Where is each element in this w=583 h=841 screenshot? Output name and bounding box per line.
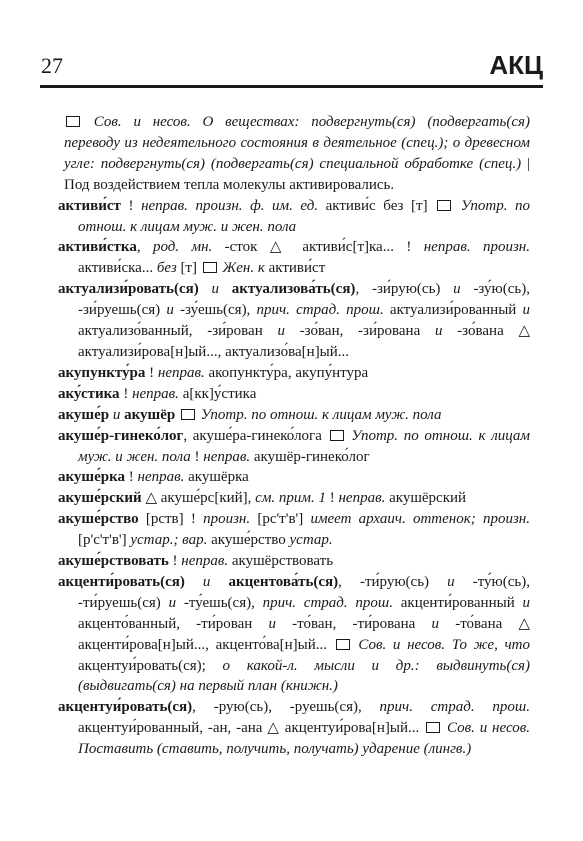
headword: акуше́рский (58, 490, 142, 507)
entry-akusher: акуше́р и акушёр Употр. по отнош. к лицам муж. пола (58, 406, 442, 423)
entry-akusherka: акуше́рка ! неправ. акушёрка (58, 469, 249, 486)
square-marker-icon (66, 116, 80, 127)
entry-aktsentuirovat: акцентуи́ровать(ся), -рую(сь), -руешь(ся), прич. страд. прош. акцентуи́рованный, -ан, -ана △ акцентуи́рова[н]ый... Сов. и несов. Поставить (ставить, получить, получать) ударение (лингв.) (58, 699, 531, 758)
header-rule (40, 85, 543, 88)
entry-akupunktura: акупункту́ра ! неправ. акопункту́ра, акупу́нтура (58, 364, 369, 381)
headword: актуализи́ровать(ся) (58, 281, 199, 298)
entry-akusherskiy: акуше́рский △ акуше́рс[кий], см. прим. 1 ! неправ. акушёрский (58, 490, 467, 507)
headword: активи́ст (58, 197, 121, 214)
dictionary-entries (58, 112, 530, 760)
entry-aktivistka: активи́стка, род. мн. -сток △ активи́с[т]ка... ! неправ. произн. активи́ска... без [т] Жен. к активи́ст (58, 239, 530, 277)
entry-akusher-ginekolog: акуше́р-гинеко́лог, акуше́ра-гинеко́лога Употр. по отнош. к лицам муж. и жен. пола ! неправ. акушёр-гинеко́лог (58, 427, 530, 465)
page-number: 27 (41, 53, 63, 78)
entry-aktivist: активи́ст ! неправ. произн. ф. им. ед. активи́с без [т] Употр. по отнош. к лицам муж. и жен. пола (58, 197, 531, 235)
entry-akusherstvo: акуше́рство [рств] ! произн. [рс'т'в'] имеет архаич. оттенок; произн. [р'с'т'в'] устар.; вар. акуше́рство устар. (58, 511, 530, 549)
entry-continuation (58, 112, 530, 196)
example-text: | Под воздействием тепла молекулы активировались. (64, 155, 530, 193)
headword-variant: акцентова́ть(ся) (228, 573, 339, 590)
headword: активи́стка (58, 239, 137, 256)
square-marker-icon (181, 409, 195, 420)
headword: акупункту́ра (58, 364, 146, 381)
entry-aktsentirovat: акценти́ровать(ся) и акцентова́ть(ся), -ти́рую(сь) и -ту́ю(сь), -ти́руешь(ся) и -ту́ешь(ся), прич. страд. прош. акценти́рованный и акценто́ванный, -ти́рован и -то́ван, -ти́рована и -то́вана △ акценти́рова[н]ый..., акценто́ва[н]ый... Сов. и несов. То же, что акцентуи́ровать(ся); о какой-л. мысли и др.: выдвинуть(ся) (выдвигать(ся) на первый план (книжн.) (58, 573, 530, 695)
headword: аку́стика (58, 385, 120, 402)
headword: акуше́рствовать (58, 553, 169, 570)
square-marker-icon (426, 722, 440, 733)
square-marker-icon (330, 430, 344, 441)
definition-text: Сов. и несов. О веществах: подвергнуть(ся) (подвергать(ся) переводу из недеятельного состояния в деятельное (спец.); о древесном угле: подвергнуть(ся) (подвергать(ся) специальной обработке (спец.) (64, 114, 530, 172)
headword: акцентуи́ровать(ся) (58, 699, 193, 716)
headword-variant: акушёр (124, 406, 176, 423)
headword: акценти́ровать(ся) (58, 573, 185, 590)
entry-aktualizirovat: актуализи́ровать(ся) и актуализова́ть(ся), -зи́рую(сь) и -зу́ю(сь), -зи́руешь(ся) и -зу́ешь(ся), прич. страд. прош. актуализи́рованный и актуализо́ванный, -зи́рован и -зо́ван, -зи́рована и -зо́вана △ актуализи́рова[н]ый..., актуализо́ва[н]ый... (58, 281, 530, 360)
section-title: АКЦ (489, 50, 543, 80)
headword: акуше́р-гинеко́лог (58, 427, 184, 444)
headword: акуше́рка (58, 469, 126, 486)
square-marker-icon (203, 262, 217, 273)
entry-akusherstvovat: акуше́рствовать ! неправ. акушёрствовать (58, 553, 334, 570)
square-marker-icon (437, 200, 451, 211)
headword-variant: актуализова́ть(ся) (231, 281, 356, 298)
entry-akustika: аку́стика ! неправ. а[кк]у́стика (58, 385, 257, 402)
square-marker-icon (336, 639, 350, 650)
headword: акуше́рство (58, 511, 139, 528)
headword: акуше́р (58, 406, 110, 423)
